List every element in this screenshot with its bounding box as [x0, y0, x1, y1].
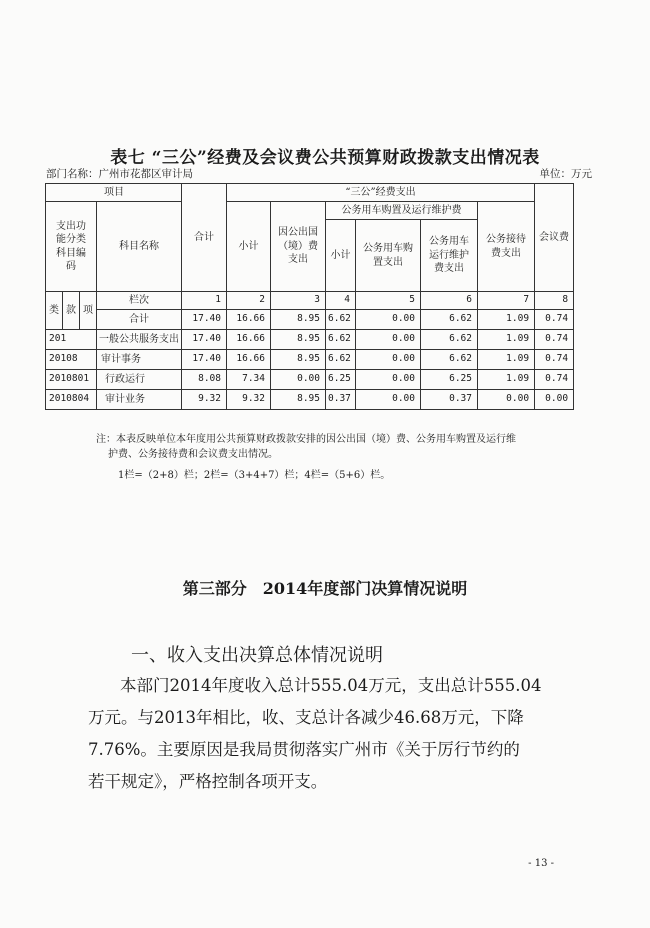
cell-value: 6.62 [421, 350, 478, 370]
expenditure-table [45, 183, 574, 410]
cell-value: 1.09 [478, 350, 535, 370]
table-note-formula: 1栏=（2+8）栏；2栏=（3+4+7）栏；4栏=（5+6）栏。 [118, 470, 391, 481]
row-name: 合计 [97, 310, 182, 330]
cell-value: 8.95 [271, 350, 326, 370]
cell-value: 16.66 [227, 330, 271, 350]
col-number: 1 [182, 292, 227, 310]
cell-value: 8.08 [182, 370, 227, 390]
col-number: 4 [326, 292, 356, 310]
body-paragraph [88, 670, 563, 798]
col-number: 2 [227, 292, 271, 310]
cell-value: 6.25 [326, 370, 356, 390]
table-note-line: 护费、公务接待费和会议费支出情况。 [108, 449, 278, 460]
cell-value: 9.32 [182, 390, 227, 410]
cell-value: 0.00 [271, 370, 326, 390]
department-name: 部门名称：广州市花都区审计局 [46, 168, 193, 180]
cell-value: 17.40 [182, 350, 227, 370]
cell-value: 0.00 [356, 330, 421, 350]
header-lanci: 栏次 [97, 292, 182, 310]
header-vehicle-subtotal: 小计 [326, 220, 356, 292]
header-subtotal: 小计 [227, 202, 271, 292]
cell-value: 16.66 [227, 310, 271, 330]
cell-value: 0.74 [535, 350, 574, 370]
row-code: 20108 [46, 350, 97, 370]
section-heading: 一、收入支出决算总体情况说明 [131, 645, 383, 666]
header-meeting: 会议费 [535, 184, 574, 292]
row-name: 审计业务 [97, 390, 182, 410]
header-code: 支出功能分类科目编码 [46, 202, 97, 292]
cell-value: 6.62 [326, 310, 356, 330]
header-kuan: 款 [63, 292, 80, 330]
cell-value: 9.32 [227, 390, 271, 410]
cell-value: 8.95 [271, 310, 326, 330]
header-total: 合计 [182, 184, 227, 292]
section-title: 第三部分 2014年度部门决算情况说明 [182, 579, 468, 598]
cell-value: 0.00 [356, 350, 421, 370]
table-row [46, 390, 574, 410]
row-name: 一般公共服务支出 [97, 330, 182, 350]
header-sangong: “三公”经费支出 [227, 184, 535, 202]
col-number: 6 [421, 292, 478, 310]
header-name: 科目名称 [97, 202, 182, 292]
header-reception: 公务接待费支出 [478, 202, 535, 292]
cell-value: 0.37 [326, 390, 356, 410]
cell-value: 6.62 [326, 350, 356, 370]
cell-value: 0.74 [535, 370, 574, 390]
header-lei: 类 [46, 292, 63, 330]
col-number: 8 [535, 292, 574, 310]
cell-value: 0.74 [535, 330, 574, 350]
col-number: 3 [271, 292, 326, 310]
cell-value: 0.37 [421, 390, 478, 410]
row-name: 审计事务 [97, 350, 182, 370]
table-row [46, 370, 574, 390]
col-number: 5 [356, 292, 421, 310]
header-item: 项目 [46, 184, 182, 202]
paragraph-line: 若干规定》，严格控制各项开支。 [88, 772, 328, 791]
unit-label: 单位：万元 [539, 168, 592, 180]
cell-value: 0.00 [478, 390, 535, 410]
header-xiang: 项 [80, 292, 97, 330]
row-code: 2010801 [46, 370, 97, 390]
table-note-line: 注：本表反映单位本年度用公共预算财政拨款安排的因公出国（境）费、公务用车购置及运行维 [96, 434, 516, 445]
cell-value: 8.95 [271, 390, 326, 410]
cell-value: 1.09 [478, 330, 535, 350]
cell-value: 1.09 [478, 310, 535, 330]
col-number: 7 [478, 292, 535, 310]
paragraph-line: 7.76%。主要原因是我局贯彻落实广州市《关于厉行节约的 [88, 740, 520, 759]
cell-value: 7.34 [227, 370, 271, 390]
cell-value: 0.00 [356, 390, 421, 410]
row-code: 2010804 [46, 390, 97, 410]
header-vehicle-purchase: 公务用车购置支出 [356, 220, 421, 292]
cell-value: 6.25 [421, 370, 478, 390]
cell-value: 16.66 [227, 350, 271, 370]
cell-value: 0.00 [356, 370, 421, 390]
table-row [46, 350, 574, 370]
table-row [46, 330, 574, 350]
cell-value: 0.00 [535, 390, 574, 410]
cell-value: 0.00 [356, 310, 421, 330]
row-code: 201 [46, 330, 97, 350]
page-number: - 13 - [528, 858, 554, 869]
table-row [46, 310, 574, 330]
header-vehicle-maint: 公务用车运行维护费支出 [421, 220, 478, 292]
header-abroad: 因公出国（境）费支出 [271, 202, 326, 292]
cell-value: 17.40 [182, 330, 227, 350]
cell-value: 6.62 [421, 330, 478, 350]
row-name: 行政运行 [97, 370, 182, 390]
cell-value: 0.74 [535, 310, 574, 330]
header-vehicle-group: 公务用车购置及运行维护费 [326, 202, 478, 220]
paragraph-line: 万元。与2013年相比，收、支总计各减少46.68万元，下降 [88, 708, 524, 727]
cell-value: 6.62 [421, 310, 478, 330]
cell-value: 8.95 [271, 330, 326, 350]
paragraph-line: 本部门2014年度收入总计555.04万元，支出总计555.04 [120, 676, 542, 695]
cell-value: 6.62 [326, 330, 356, 350]
cell-value: 17.40 [182, 310, 227, 330]
cell-value: 1.09 [478, 370, 535, 390]
table-title: 表七 “三公”经费及会议费公共预算财政拨款支出情况表 [110, 148, 540, 168]
